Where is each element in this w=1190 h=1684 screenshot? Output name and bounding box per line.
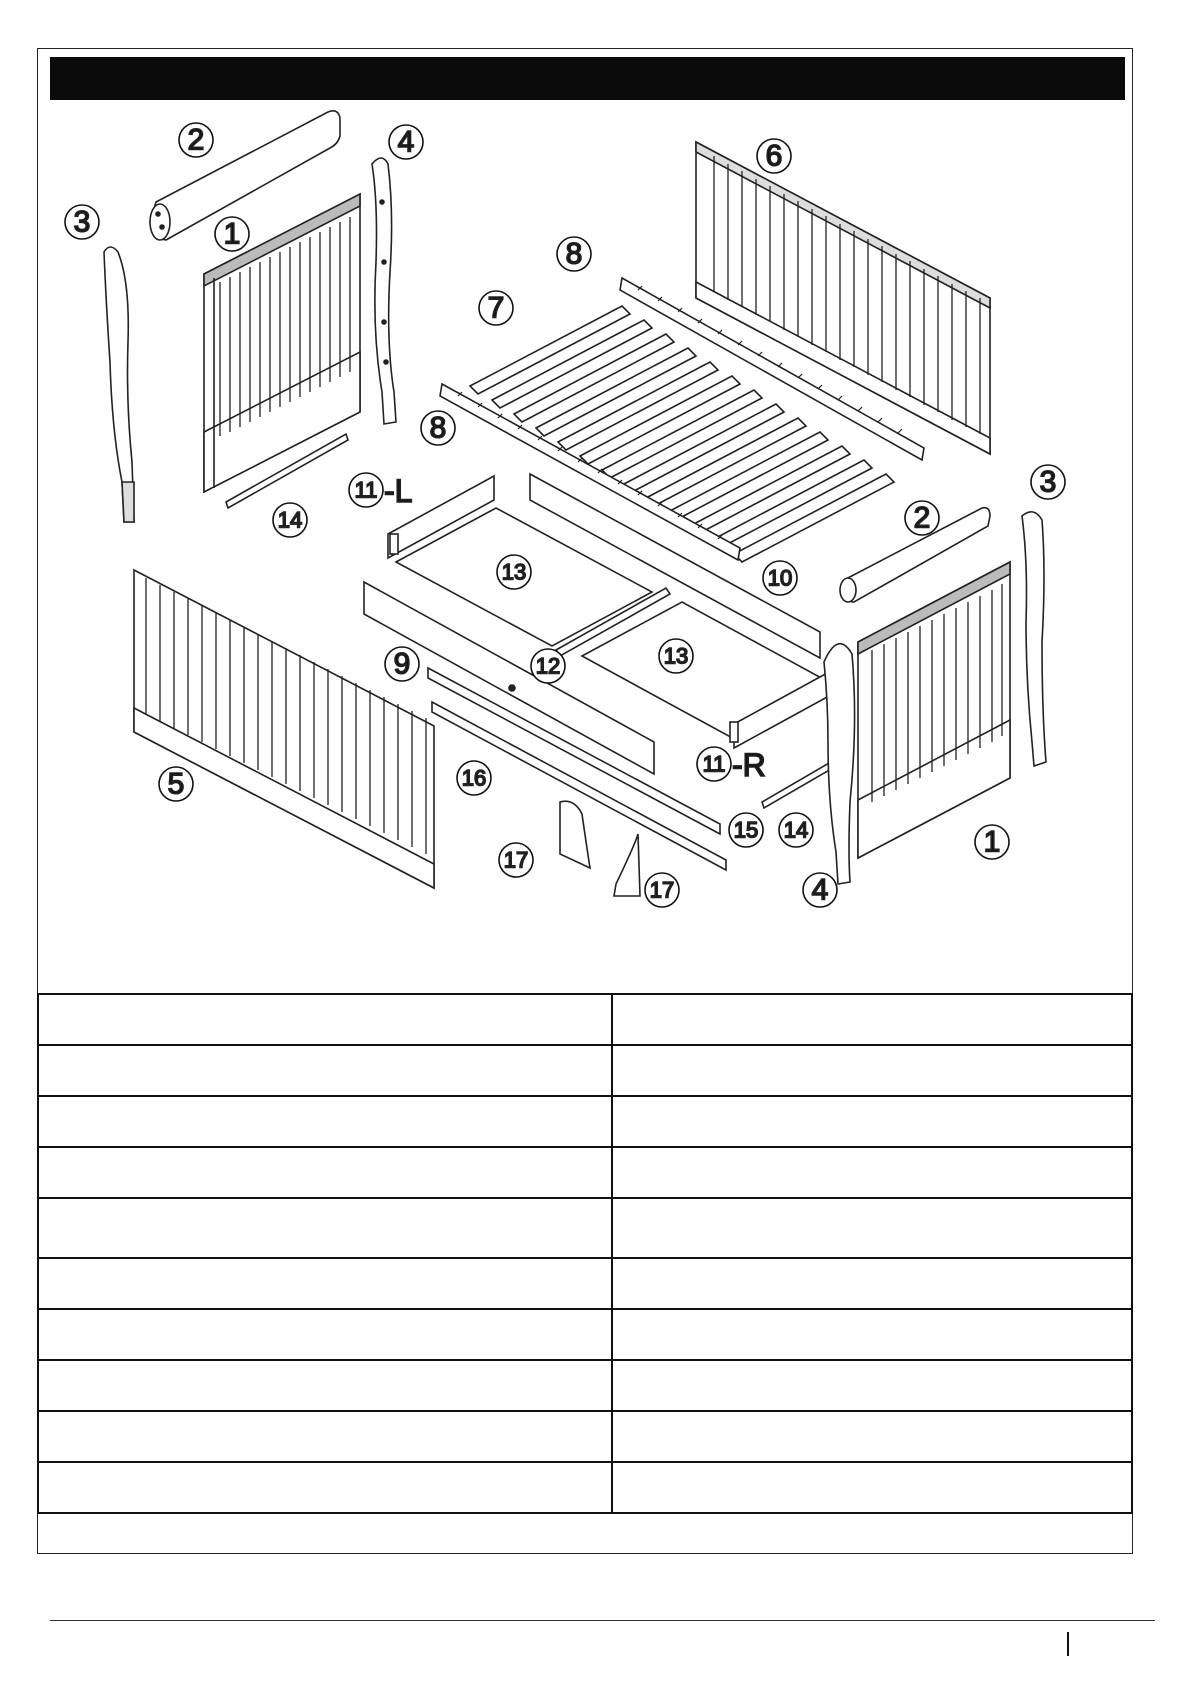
callout-9: 9 bbox=[393, 647, 411, 681]
exploded-parts-diagram bbox=[38, 102, 1132, 990]
table-cell bbox=[38, 1096, 612, 1147]
callout-4-top: 4 bbox=[397, 125, 415, 159]
table-cell bbox=[38, 1258, 612, 1309]
callout-17-left: 17 bbox=[503, 847, 529, 873]
table-cell bbox=[38, 1360, 612, 1411]
callout-3-right: 3 bbox=[1039, 465, 1057, 499]
table-row bbox=[38, 1309, 1132, 1360]
callout-1-right: 1 bbox=[983, 825, 1001, 859]
callout-11-r-suffix: -R bbox=[732, 747, 766, 783]
table-cell bbox=[38, 1045, 612, 1096]
table-row bbox=[38, 1045, 1132, 1096]
callout-4-bottom: 4 bbox=[811, 873, 829, 907]
table-row bbox=[38, 1198, 1132, 1258]
table-cell bbox=[612, 1309, 1132, 1360]
table-row bbox=[38, 1360, 1132, 1411]
footer-divider bbox=[50, 1620, 1155, 1621]
part-17-left-wedge bbox=[560, 801, 590, 868]
table-cell bbox=[612, 1045, 1132, 1096]
table-cell bbox=[612, 994, 1132, 1045]
part-11-r-bracket bbox=[730, 722, 738, 742]
callout-8-lower: 8 bbox=[429, 411, 447, 445]
callout-10: 10 bbox=[767, 565, 793, 591]
callout-5: 5 bbox=[167, 767, 185, 801]
callout-14-right: 14 bbox=[783, 817, 809, 843]
part-3-left-post bbox=[104, 247, 134, 522]
callout-7: 7 bbox=[487, 291, 505, 325]
callout-1-left: 1 bbox=[223, 217, 241, 251]
table-cell bbox=[38, 1411, 612, 1462]
callout-13-right: 13 bbox=[663, 643, 689, 669]
part-1-right-panel bbox=[858, 562, 1010, 858]
table-cell bbox=[612, 1096, 1132, 1147]
callout-14-left: 14 bbox=[277, 507, 303, 533]
parts-list-table bbox=[37, 993, 1133, 1514]
table-row bbox=[38, 1096, 1132, 1147]
callout-3-left: 3 bbox=[73, 205, 91, 239]
callout-8-upper: 8 bbox=[565, 237, 583, 271]
table-cell bbox=[612, 1462, 1132, 1513]
table-row bbox=[38, 1411, 1132, 1462]
callout-2-top: 2 bbox=[187, 123, 205, 157]
callout-11-l: 11 bbox=[354, 477, 378, 503]
callout-17-right: 17 bbox=[649, 877, 675, 903]
table-cell bbox=[612, 1411, 1132, 1462]
table-cell bbox=[612, 1147, 1132, 1198]
footer-page-separator bbox=[1067, 1632, 1069, 1656]
table-cell bbox=[612, 1258, 1132, 1309]
section-title-bar bbox=[50, 57, 1125, 100]
table-row bbox=[38, 1258, 1132, 1309]
part-4-lower-post bbox=[824, 644, 855, 884]
part-17-right-wedge bbox=[614, 834, 640, 896]
table-cell bbox=[612, 1198, 1132, 1258]
table-row bbox=[38, 994, 1132, 1045]
table-cell bbox=[38, 1309, 612, 1360]
part-11-l-bracket bbox=[390, 534, 398, 554]
table-cell bbox=[38, 1198, 612, 1258]
table-row bbox=[38, 1147, 1132, 1198]
part-4-upper-post bbox=[372, 158, 396, 424]
table-cell bbox=[38, 994, 612, 1045]
callout-6: 6 bbox=[765, 139, 783, 173]
callout-16: 16 bbox=[461, 765, 487, 791]
callout-11-r: 11 bbox=[702, 751, 726, 777]
callout-13-left: 13 bbox=[501, 559, 527, 585]
table-cell bbox=[38, 1147, 612, 1198]
callout-11-l-suffix: -L bbox=[384, 473, 413, 509]
table-cell bbox=[612, 1360, 1132, 1411]
table-cell bbox=[38, 1462, 612, 1513]
part-3-right-post bbox=[1022, 512, 1046, 766]
callout-15: 15 bbox=[733, 817, 759, 843]
callout-12: 12 bbox=[535, 653, 561, 679]
table-row bbox=[38, 1462, 1132, 1513]
callout-2-right: 2 bbox=[913, 501, 931, 535]
